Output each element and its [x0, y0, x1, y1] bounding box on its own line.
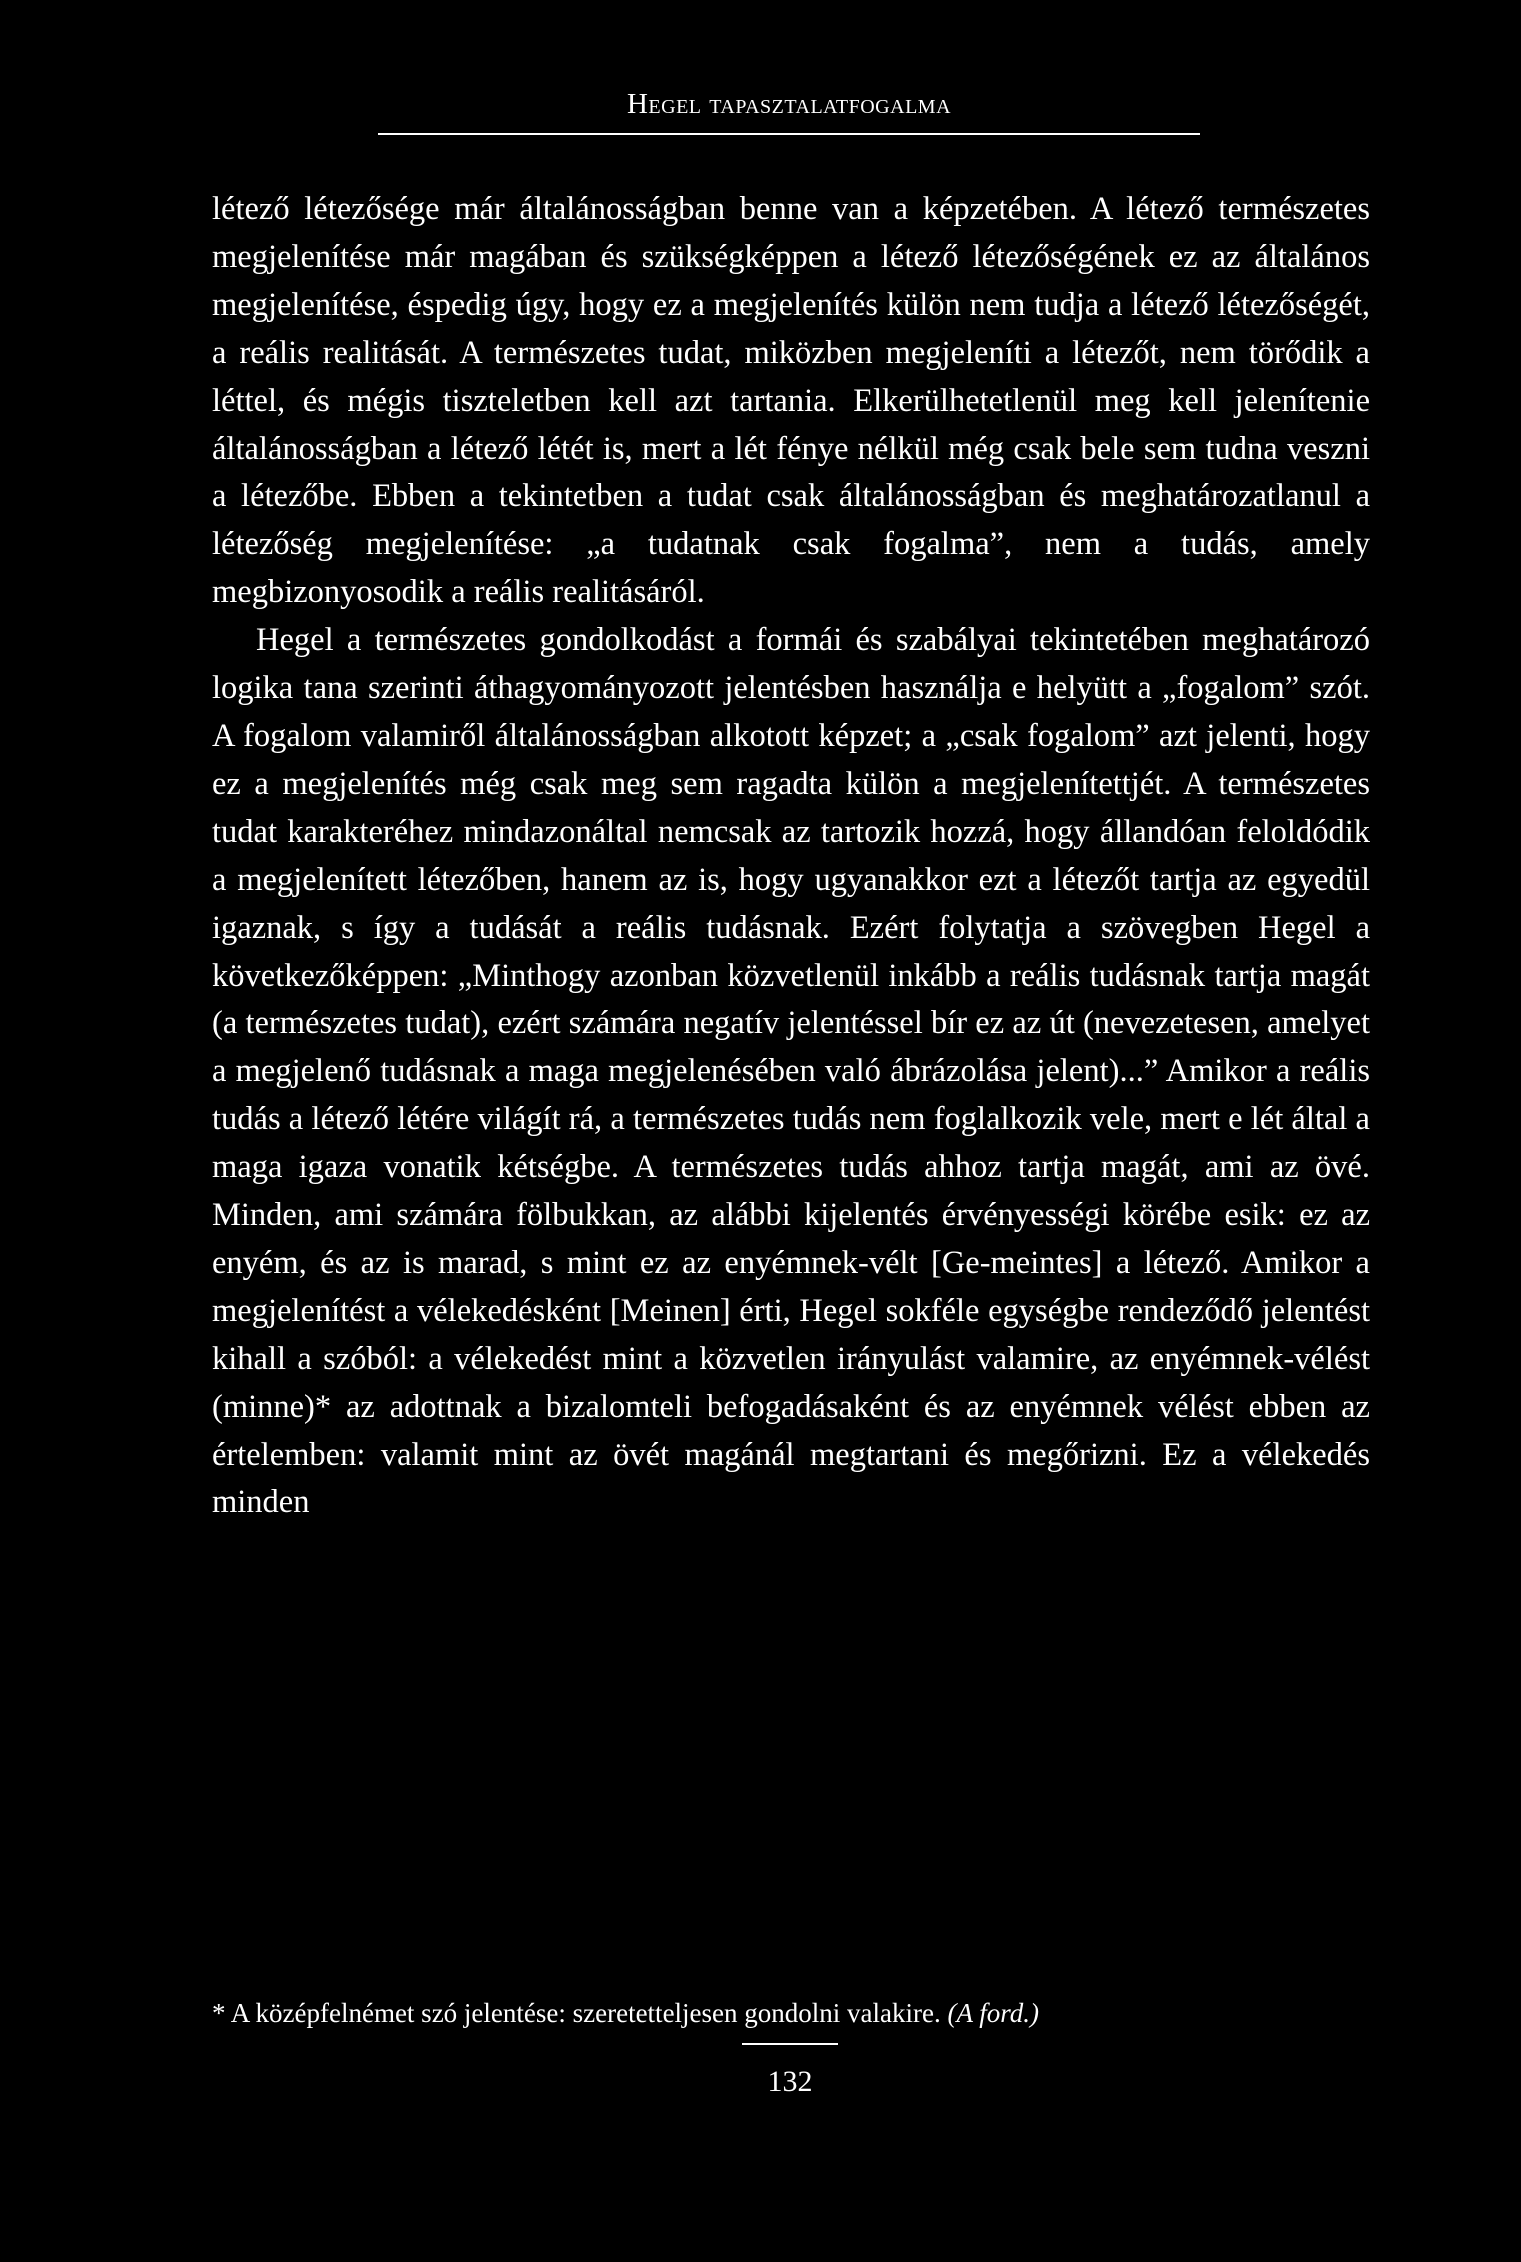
page-number-rule	[742, 2043, 838, 2045]
translator-note: (A ford.)	[947, 1998, 1039, 2028]
footnote	[212, 1996, 1370, 2030]
paragraph-1: létező létezősége már általánosságban benne van a képzetében. A létező természetes megjelenítése már magában és szükségképpen a létező létezőségének ez az általános megjelenítése, éspedig úgy, hogy ez a megjelenítés külön nem tudja a létező létezőségét, a reális realitását. A természetes tudat, miközben megjeleníti a létezőt, nem törődik a léttel, és mégis tiszteletben kell azt tartania. Elkerülhetetlenül meg kell jelenítenie általánosságban a létező létét is, mert a lét fénye nélkül még csak bele sem tudna veszni a létezőbe. Ebben a tekintetben a tudat csak általánosságban és meghatározatlanul a létezőség megjelenítése: „a tudatnak csak fogalma”, nem a tudás, amely megbizonyosodik a reális realitásáról.	[212, 191, 1370, 611]
paragraph-2: Hegel a természetes gondolkodást a formái és szabályai tekintetében meghatározó logika tana szerinti áthagyományozott jelentésben használja e helyütt a „fogalom” szót. A fogalom valamiről általánosságban alkotott képzet; a „csak fogalom” azt jelenti, hogy ez a megjelenítés még csak meg sem ragadta külön a megjelenítettjét. A természetes tudat karakteréhez mindazonáltal nemcsak az tartozik hozzá, hogy állandóan feloldódik a megjelenített létezőben, hanem az is, hogy ugyanakkor ezt a létezőt tartja az egyedül igaznak, s így a tudását a reális tudásnak. Ezért folytatja a szövegben Hegel a következőképpen: „Minthogy azonban közvetlenül inkább a reális tudásnak tartja magát (a természetes tudat), ezért számára negatív jelentéssel bír ez az út (nevezetesen, amelyet a megjelenő tudásnak a maga megjelenésében való ábrázolása jelent)...” Amikor a reális tudás a létező létére világít rá, a természetes tudás nem foglalkozik vele, mert e lét által a maga igaza vonatik kétségbe. A természetes tudás ahhoz tartja magát, ami az övé. Minden, ami számára fölbukkan, az alábbi kijelentés érvényességi körébe esik: ez az enyém, és az is marad, s mint ez az enyémnek-vélt [Ge-meintes] a létező. Amikor a megjelenítést a vélekedésként [Meinen] érti, Hegel sokféle egységbe rendeződő jelentést kihall a szóból: a vélekedést mint a közvetlen irányulást valamire, az enyémnek-vélést (minne)* az adottnak a bizalomteli befogadásaként és az enyémnek vélést ebben az értelemben: valamit mint az övét magánál megtartani és megőrizni. Ez a vélekedés minden	[212, 622, 1370, 1521]
page-number: 132	[767, 2065, 813, 2098]
header-rule	[378, 133, 1200, 135]
running-head: Hegel tapasztalatfogalma	[626, 88, 952, 120]
body-text	[212, 186, 1370, 1527]
footnote-text: * A középfelnémet szó jelentése: szeretetteljesen gondolni valakire.	[212, 1998, 941, 2028]
